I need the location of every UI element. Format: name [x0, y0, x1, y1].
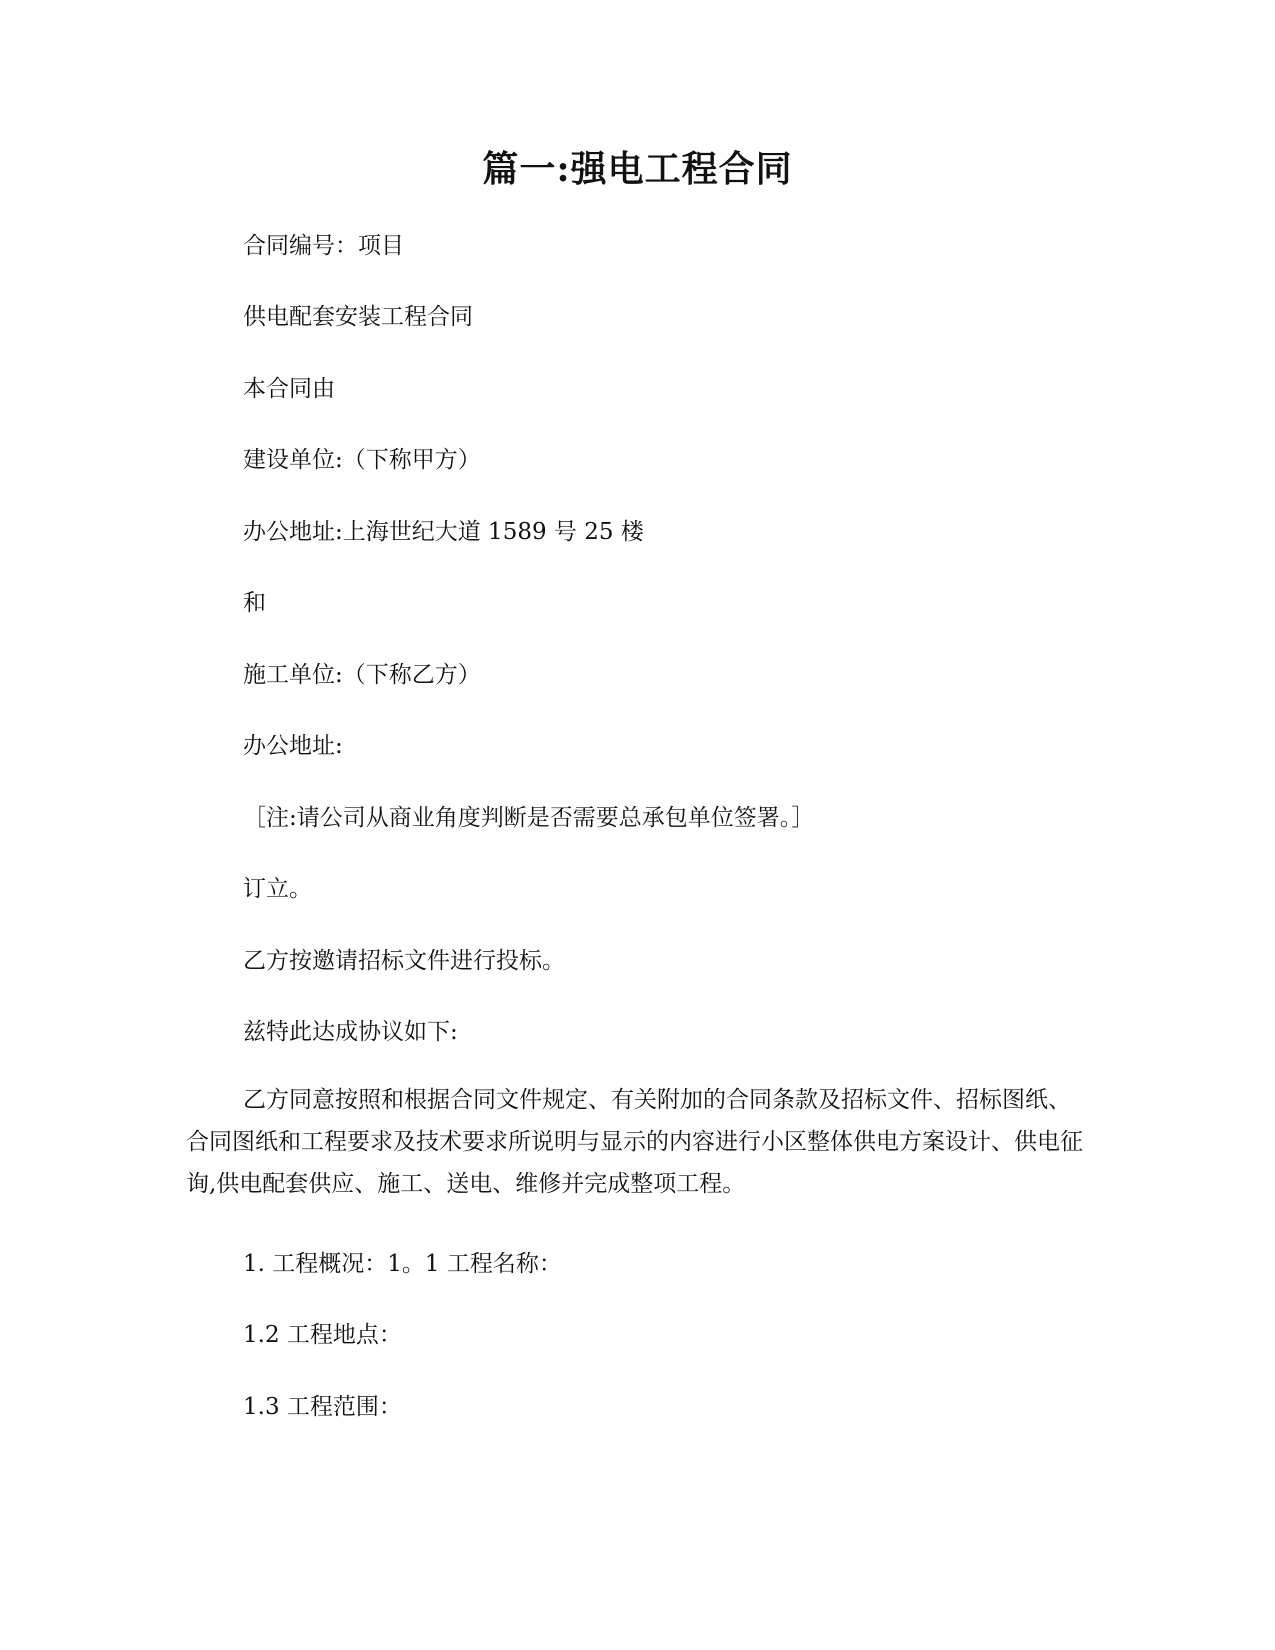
contract-name-line: 供电配套安装工程合同: [243, 304, 473, 330]
agreement-line: 兹特此达成协议如下:: [243, 1019, 458, 1045]
party-a-line: 建设单位:（下称甲方）: [243, 447, 481, 473]
bidding-line: 乙方按邀请招标文件进行投标。: [243, 948, 565, 974]
party-b-line: 施工单位:（下称乙方）: [243, 662, 481, 688]
body-paragraph: 乙方同意按照和根据合同文件规定、有关附加的合同条款及招标文件、招标图纸、合同图纸和工程要求及技术要求所说明与显示的内容进行小区整体供电方案设计、供电征询,供电配套供应、施工、送电、维修并完成整项工程。: [186, 1087, 1083, 1197]
party-b-address-line: 办公地址:: [243, 733, 343, 759]
item-1-3-line: 1.3 工程范围：: [243, 1394, 402, 1420]
page-title: 篇一:强电工程合同: [482, 148, 793, 190]
and-line: 和: [243, 590, 266, 616]
contract-number-line: 合同编号：项目: [243, 233, 404, 259]
item-1-2-line: 1.2 工程地点：: [243, 1322, 402, 1348]
intro-line: 本合同由: [243, 376, 335, 402]
note-line: ［注:请公司从商业角度判断是否需要总承包单位签署。］: [243, 805, 815, 831]
concluded-line: 订立。: [243, 876, 312, 902]
item-1-line: 1. 工程概况：1。1 工程名称：: [243, 1251, 562, 1277]
party-a-address-line: 办公地址:上海世纪大道 1589 号 25 楼: [243, 519, 644, 545]
